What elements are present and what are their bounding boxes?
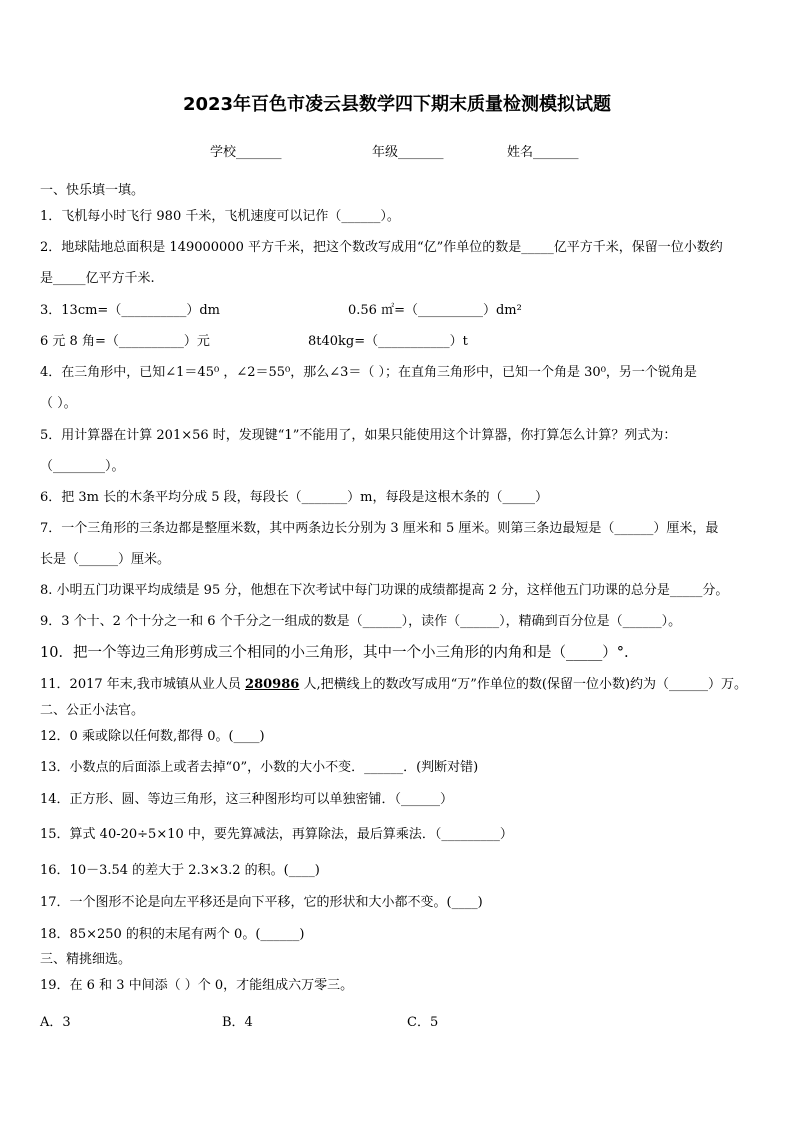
question-4-line-2: （ ）。: [40, 396, 77, 411]
question-4-line-1: 4．在三角形中，已知∠1＝45⁰ ，∠2＝55⁰，那么∠3＝（ ）；在直角三角形中，已知一个角是 30⁰，另一个锐角是: [40, 365, 697, 380]
section-heading-1: 一、快乐填一填。: [40, 183, 145, 198]
name-field: 姓名_______: [507, 145, 579, 160]
question-18: 18．85×250 的积的末尾有两个 0。(______): [40, 927, 305, 942]
question-5-line-2: （________）。: [40, 459, 125, 474]
question-11-part-b: 人,把横线上的数改写成用“万”作单位的数(保留一位小数)约为（______）万。: [299, 677, 748, 692]
question-19: 19．在 6 和 3 中间添（ ）个 0，才能组成六万零三。: [40, 978, 354, 993]
question-7-line-2: 长是（______）厘米。: [40, 552, 171, 567]
question-2-line-1: 2．地球陆地总面积是 149000000 平方千米，把这个数改写成用“亿”作单位的数是_____亿平方千米，保留一位小数约: [40, 240, 723, 255]
school-field: 学校_______: [210, 145, 282, 160]
question-16: 16．10－3.54 的差大于 2.3×3.2 的积。(____): [40, 863, 320, 878]
question-8: 8. 小明五门功课平均成绩是 95 分，他想在下次考试中每门功课的成绩都提高 2 分，这样他五门功课的总分是_____分。: [40, 583, 729, 598]
question-3-part-d: 8t40kg=（___________）t: [308, 334, 468, 349]
question-17: 17．一个图形不论是向左平移还是向下平移，它的形状和大小都不变。(____): [40, 895, 483, 910]
option-b: B．4: [222, 1015, 253, 1030]
question-5-line-1: 5．用计算器在计算 201×56 时，发现键“1”不能用了，如果只能使用这个计算器，你打算怎么计算？列式为：: [40, 428, 677, 443]
question-10: 10．把一个等边三角形剪成三个相同的小三角形，其中一个小三角形的内角和是（_____）°.: [40, 645, 629, 661]
question-1: 1．飞机每小时飞行 980 千米，飞机速度可以记作（______）。: [40, 209, 400, 224]
question-11-part-a: 11．2017 年末,我市城镇从业人员: [40, 677, 246, 692]
question-3-part-a: 3．13cm=（__________）dm: [40, 303, 220, 318]
page-title: 2023年百色市凌云县数学四下期末质量检测模拟试题: [182, 94, 612, 115]
question-11: [40, 677, 760, 693]
question-12: 12．0 乘或除以任何数,都得 0。(____): [40, 729, 265, 744]
question-13: 13．小数点的后面添上或者去掉“0”，小数的大小不变．______．(判断对错): [40, 760, 479, 775]
question-3-part-b: 0.56 ㎡=（__________）dm²: [348, 303, 522, 318]
question-14: 14．正方形、圆、等边三角形，这三种图形均可以单独密铺．（______）: [40, 792, 454, 807]
option-a: A．3: [40, 1015, 71, 1030]
section-heading-2: 二、公正小法官。: [40, 703, 145, 718]
question-6: 6．把 3m 长的木条平均分成 5 段，每段长（_______）m，每段是这根木条的（_____）: [40, 490, 548, 505]
section-heading-3: 三、精挑细选。: [40, 952, 132, 967]
question-3-part-c: 6 元 8 角=（__________）元: [40, 334, 210, 349]
question-11-underlined-number: 280986: [245, 677, 300, 692]
question-15: 15．算式 40-20÷5×10 中，要先算减法，再算除法，最后算乘法．（_________）: [40, 827, 513, 842]
grade-field: 年级_______: [372, 145, 444, 160]
question-7-line-1: 7．一个三角形的三条边都是整厘米数，其中两条边长分别为 3 厘米和 5 厘米。则第三条边最短是（______）厘米，最: [40, 521, 719, 536]
option-c: C．5: [407, 1015, 439, 1030]
question-9: 9．3 个十、2 个十分之一和 6 个千分之一组成的数是（______），读作（______），精确到百分位是（______）。: [40, 614, 682, 629]
question-2-line-2: 是_____亿平方千米.: [40, 271, 155, 286]
